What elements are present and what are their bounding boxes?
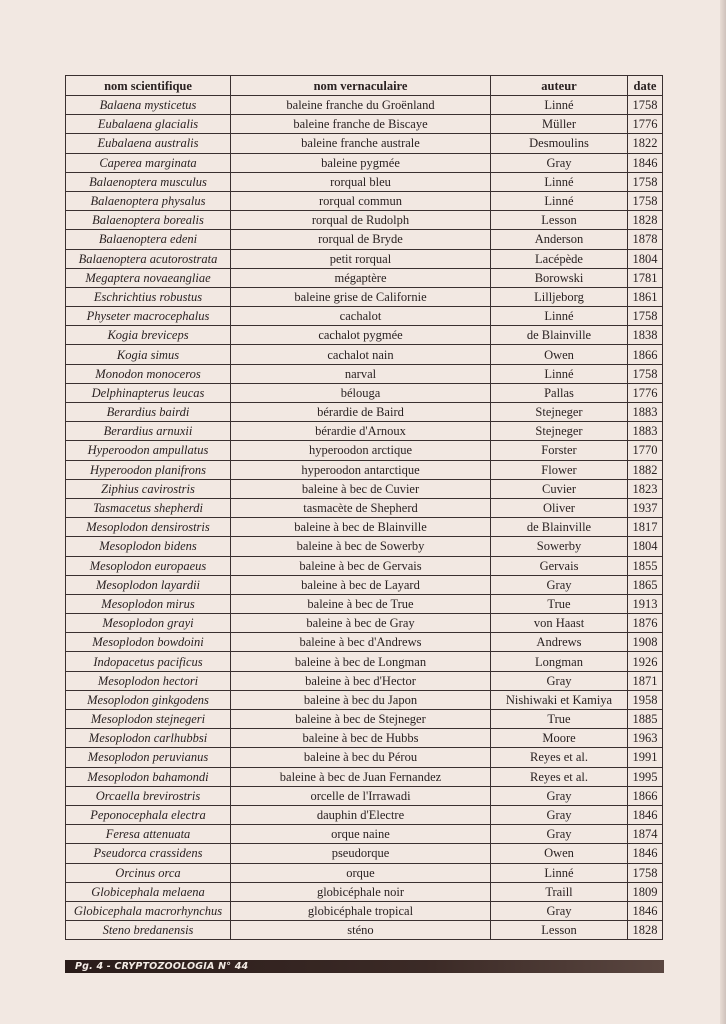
common-name-cell: mégaptère xyxy=(231,268,491,287)
scientific-name-cell: Eschrichtius robustus xyxy=(66,287,231,306)
date-cell: 1776 xyxy=(628,115,663,134)
author-cell: Gray xyxy=(491,153,628,172)
date-cell: 1866 xyxy=(628,345,663,364)
common-name-cell: dauphin d'Electre xyxy=(231,805,491,824)
table-row xyxy=(66,901,663,920)
author-cell: de Blainville xyxy=(491,518,628,537)
author-cell: Gray xyxy=(491,901,628,920)
scientific-name-cell: Mesoplodon europaeus xyxy=(66,556,231,575)
common-name-cell: bélouga xyxy=(231,383,491,402)
table-row xyxy=(66,498,663,517)
common-name-cell: globicéphale tropical xyxy=(231,901,491,920)
table-row xyxy=(66,230,663,249)
table-row xyxy=(66,825,663,844)
common-name-cell: cachalot pygmée xyxy=(231,326,491,345)
date-cell: 1995 xyxy=(628,767,663,786)
author-cell: Linné xyxy=(491,364,628,383)
author-cell: Gray xyxy=(491,825,628,844)
common-name-cell: baleine franche de Biscaye xyxy=(231,115,491,134)
author-cell: Sowerby xyxy=(491,537,628,556)
author-cell: Reyes et al. xyxy=(491,767,628,786)
scientific-name-cell: Mesoplodon ginkgodens xyxy=(66,690,231,709)
author-cell: Gervais xyxy=(491,556,628,575)
common-name-cell: baleine à bec de Blainville xyxy=(231,518,491,537)
common-name-cell: baleine à bec de Sowerby xyxy=(231,537,491,556)
scientific-name-cell: Mesoplodon bahamondi xyxy=(66,767,231,786)
common-name-cell: pseudorque xyxy=(231,844,491,863)
table-row xyxy=(66,172,663,191)
author-cell: Linné xyxy=(491,307,628,326)
header-author: auteur xyxy=(491,76,628,96)
date-cell: 1846 xyxy=(628,901,663,920)
scientific-name-cell: Hyperoodon ampullatus xyxy=(66,441,231,460)
common-name-cell: baleine pygmée xyxy=(231,153,491,172)
date-cell: 1883 xyxy=(628,422,663,441)
header-scientific-name: nom scientifique xyxy=(66,76,231,96)
author-cell: Lacépède xyxy=(491,249,628,268)
date-cell: 1913 xyxy=(628,594,663,613)
date-cell: 1846 xyxy=(628,153,663,172)
table-row xyxy=(66,364,663,383)
species-table xyxy=(65,75,663,940)
author-cell: True xyxy=(491,594,628,613)
author-cell: de Blainville xyxy=(491,326,628,345)
table-row xyxy=(66,518,663,537)
common-name-cell: baleine franche du Groënland xyxy=(231,96,491,115)
common-name-cell: baleine à bec de Cuvier xyxy=(231,479,491,498)
date-cell: 1861 xyxy=(628,287,663,306)
author-cell: Linné xyxy=(491,863,628,882)
table-row xyxy=(66,403,663,422)
header-date: date xyxy=(628,76,663,96)
table-row xyxy=(66,748,663,767)
scientific-name-cell: Balaena mysticetus xyxy=(66,96,231,115)
date-cell: 1770 xyxy=(628,441,663,460)
header-common-name: nom vernaculaire xyxy=(231,76,491,96)
table-row xyxy=(66,844,663,863)
date-cell: 1758 xyxy=(628,96,663,115)
scientific-name-cell: Eubalaena australis xyxy=(66,134,231,153)
scientific-name-cell: Mesoplodon peruvianus xyxy=(66,748,231,767)
table-body xyxy=(66,96,663,940)
date-cell: 1846 xyxy=(628,844,663,863)
scientific-name-cell: Kogia breviceps xyxy=(66,326,231,345)
table-row xyxy=(66,479,663,498)
scientific-name-cell: Mesoplodon hectori xyxy=(66,671,231,690)
common-name-cell: rorqual de Bryde xyxy=(231,230,491,249)
author-cell: Reyes et al. xyxy=(491,748,628,767)
table-row xyxy=(66,249,663,268)
table-row xyxy=(66,786,663,805)
common-name-cell: baleine franche australe xyxy=(231,134,491,153)
date-cell: 1991 xyxy=(628,748,663,767)
footer-text: Pg. 4 - CRYPTOZOOLOGIA N° 44 xyxy=(75,961,249,972)
scientific-name-cell: Globicephala melaena xyxy=(66,882,231,901)
table-row xyxy=(66,537,663,556)
common-name-cell: baleine à bec d'Andrews xyxy=(231,633,491,652)
scientific-name-cell: Kogia simus xyxy=(66,345,231,364)
common-name-cell: orcelle de l'Irrawadi xyxy=(231,786,491,805)
author-cell: Pallas xyxy=(491,383,628,402)
date-cell: 1809 xyxy=(628,882,663,901)
author-cell: Lesson xyxy=(491,211,628,230)
author-cell: Desmoulins xyxy=(491,134,628,153)
common-name-cell: baleine à bec de Stejneger xyxy=(231,710,491,729)
author-cell: Gray xyxy=(491,786,628,805)
author-cell: von Haast xyxy=(491,614,628,633)
table-row xyxy=(66,96,663,115)
scientific-name-cell: Mesoplodon carlhubbsi xyxy=(66,729,231,748)
table-row xyxy=(66,652,663,671)
date-cell: 1804 xyxy=(628,249,663,268)
scientific-name-cell: Steno bredanensis xyxy=(66,921,231,940)
scientific-name-cell: Balaenoptera physalus xyxy=(66,191,231,210)
date-cell: 1822 xyxy=(628,134,663,153)
date-cell: 1804 xyxy=(628,537,663,556)
common-name-cell: rorqual de Rudolph xyxy=(231,211,491,230)
date-cell: 1758 xyxy=(628,364,663,383)
author-cell: Cuvier xyxy=(491,479,628,498)
scientific-name-cell: Tasmacetus shepherdi xyxy=(66,498,231,517)
author-cell: Stejneger xyxy=(491,422,628,441)
scientific-name-cell: Mesoplodon layardii xyxy=(66,575,231,594)
date-cell: 1855 xyxy=(628,556,663,575)
author-cell: Owen xyxy=(491,345,628,364)
table-row xyxy=(66,441,663,460)
table-row xyxy=(66,115,663,134)
date-cell: 1866 xyxy=(628,786,663,805)
common-name-cell: rorqual bleu xyxy=(231,172,491,191)
date-cell: 1823 xyxy=(628,479,663,498)
date-cell: 1758 xyxy=(628,863,663,882)
date-cell: 1937 xyxy=(628,498,663,517)
table-row xyxy=(66,805,663,824)
common-name-cell: orque naine xyxy=(231,825,491,844)
table-header-row xyxy=(66,76,663,96)
author-cell: Nishiwaki et Kamiya xyxy=(491,690,628,709)
author-cell: Linné xyxy=(491,172,628,191)
scientific-name-cell: Delphinapterus leucas xyxy=(66,383,231,402)
date-cell: 1776 xyxy=(628,383,663,402)
scientific-name-cell: Mesoplodon bidens xyxy=(66,537,231,556)
common-name-cell: baleine à bec de Gervais xyxy=(231,556,491,575)
table-row xyxy=(66,614,663,633)
date-cell: 1781 xyxy=(628,268,663,287)
common-name-cell: baleine à bec de Juan Fernandez xyxy=(231,767,491,786)
table-row xyxy=(66,460,663,479)
table-row xyxy=(66,729,663,748)
table-row xyxy=(66,268,663,287)
common-name-cell: rorqual commun xyxy=(231,191,491,210)
scientific-name-cell: Balaenoptera edeni xyxy=(66,230,231,249)
scientific-name-cell: Balaenoptera borealis xyxy=(66,211,231,230)
table-row xyxy=(66,383,663,402)
table-row xyxy=(66,690,663,709)
scientific-name-cell: Mesoplodon stejnegeri xyxy=(66,710,231,729)
author-cell: Flower xyxy=(491,460,628,479)
common-name-cell: baleine à bec de True xyxy=(231,594,491,613)
author-cell: Stejneger xyxy=(491,403,628,422)
scientific-name-cell: Hyperoodon planifrons xyxy=(66,460,231,479)
date-cell: 1882 xyxy=(628,460,663,479)
scientific-name-cell: Mesoplodon grayi xyxy=(66,614,231,633)
table-row xyxy=(66,671,663,690)
table-row xyxy=(66,287,663,306)
scientific-name-cell: Orcaella brevirostris xyxy=(66,786,231,805)
common-name-cell: baleine à bec du Pérou xyxy=(231,748,491,767)
page-edge-shadow xyxy=(720,0,726,1024)
common-name-cell: bérardie d'Arnoux xyxy=(231,422,491,441)
author-cell: Linné xyxy=(491,96,628,115)
scientific-name-cell: Orcinus orca xyxy=(66,863,231,882)
common-name-cell: sténo xyxy=(231,921,491,940)
date-cell: 1876 xyxy=(628,614,663,633)
author-cell: Gray xyxy=(491,805,628,824)
date-cell: 1908 xyxy=(628,633,663,652)
scientific-name-cell: Mesoplodon bowdoini xyxy=(66,633,231,652)
date-cell: 1758 xyxy=(628,172,663,191)
table-row xyxy=(66,153,663,172)
scientific-name-cell: Berardius bairdi xyxy=(66,403,231,422)
table-row xyxy=(66,710,663,729)
common-name-cell: bérardie de Baird xyxy=(231,403,491,422)
table-row xyxy=(66,211,663,230)
common-name-cell: narval xyxy=(231,364,491,383)
common-name-cell: baleine à bec de Hubbs xyxy=(231,729,491,748)
table-row xyxy=(66,307,663,326)
date-cell: 1874 xyxy=(628,825,663,844)
scientific-name-cell: Ziphius cavirostris xyxy=(66,479,231,498)
author-cell: Longman xyxy=(491,652,628,671)
author-cell: Gray xyxy=(491,575,628,594)
author-cell: Oliver xyxy=(491,498,628,517)
common-name-cell: baleine à bec du Japon xyxy=(231,690,491,709)
common-name-cell: cachalot xyxy=(231,307,491,326)
scientific-name-cell: Monodon monoceros xyxy=(66,364,231,383)
date-cell: 1758 xyxy=(628,191,663,210)
table-row xyxy=(66,326,663,345)
author-cell: Linné xyxy=(491,191,628,210)
table-row xyxy=(66,767,663,786)
scientific-name-cell: Pseudorca crassidens xyxy=(66,844,231,863)
date-cell: 1871 xyxy=(628,671,663,690)
author-cell: Lilljeborg xyxy=(491,287,628,306)
date-cell: 1883 xyxy=(628,403,663,422)
date-cell: 1885 xyxy=(628,710,663,729)
common-name-cell: baleine à bec de Longman xyxy=(231,652,491,671)
table-row xyxy=(66,882,663,901)
table-row xyxy=(66,345,663,364)
author-cell: Moore xyxy=(491,729,628,748)
table-row xyxy=(66,594,663,613)
common-name-cell: tasmacète de Shepherd xyxy=(231,498,491,517)
table-row xyxy=(66,575,663,594)
date-cell: 1817 xyxy=(628,518,663,537)
scientific-name-cell: Berardius arnuxii xyxy=(66,422,231,441)
author-cell: Gray xyxy=(491,671,628,690)
date-cell: 1878 xyxy=(628,230,663,249)
scientific-name-cell: Peponocephala electra xyxy=(66,805,231,824)
scientific-name-cell: Mesoplodon densirostris xyxy=(66,518,231,537)
author-cell: Andrews xyxy=(491,633,628,652)
scientific-name-cell: Caperea marginata xyxy=(66,153,231,172)
date-cell: 1846 xyxy=(628,805,663,824)
scientific-name-cell: Megaptera novaeangliae xyxy=(66,268,231,287)
date-cell: 1926 xyxy=(628,652,663,671)
scientific-name-cell: Globicephala macrorhynchus xyxy=(66,901,231,920)
author-cell: Owen xyxy=(491,844,628,863)
common-name-cell: baleine à bec de Layard xyxy=(231,575,491,594)
page-footer-bar xyxy=(65,960,664,973)
common-name-cell: baleine à bec d'Hector xyxy=(231,671,491,690)
date-cell: 1758 xyxy=(628,307,663,326)
common-name-cell: hyperoodon arctique xyxy=(231,441,491,460)
common-name-cell: baleine à bec de Gray xyxy=(231,614,491,633)
author-cell: Forster xyxy=(491,441,628,460)
table-row xyxy=(66,134,663,153)
scientific-name-cell: Balaenoptera acutorostrata xyxy=(66,249,231,268)
author-cell: Traill xyxy=(491,882,628,901)
common-name-cell: petit rorqual xyxy=(231,249,491,268)
table-row xyxy=(66,422,663,441)
date-cell: 1958 xyxy=(628,690,663,709)
date-cell: 1963 xyxy=(628,729,663,748)
date-cell: 1828 xyxy=(628,211,663,230)
common-name-cell: globicéphale noir xyxy=(231,882,491,901)
author-cell: Borowski xyxy=(491,268,628,287)
scientific-name-cell: Mesoplodon mirus xyxy=(66,594,231,613)
common-name-cell: orque xyxy=(231,863,491,882)
table-row xyxy=(66,633,663,652)
author-cell: Müller xyxy=(491,115,628,134)
table-row xyxy=(66,556,663,575)
table-row xyxy=(66,191,663,210)
author-cell: True xyxy=(491,710,628,729)
common-name-cell: cachalot nain xyxy=(231,345,491,364)
scientific-name-cell: Feresa attenuata xyxy=(66,825,231,844)
date-cell: 1828 xyxy=(628,921,663,940)
scientific-name-cell: Physeter macrocephalus xyxy=(66,307,231,326)
date-cell: 1865 xyxy=(628,575,663,594)
author-cell: Lesson xyxy=(491,921,628,940)
common-name-cell: hyperoodon antarctique xyxy=(231,460,491,479)
date-cell: 1838 xyxy=(628,326,663,345)
common-name-cell: baleine grise de Californie xyxy=(231,287,491,306)
table-row xyxy=(66,863,663,882)
author-cell: Anderson xyxy=(491,230,628,249)
table-row xyxy=(66,921,663,940)
scientific-name-cell: Indopacetus pacificus xyxy=(66,652,231,671)
scientific-name-cell: Eubalaena glacialis xyxy=(66,115,231,134)
scientific-name-cell: Balaenoptera musculus xyxy=(66,172,231,191)
